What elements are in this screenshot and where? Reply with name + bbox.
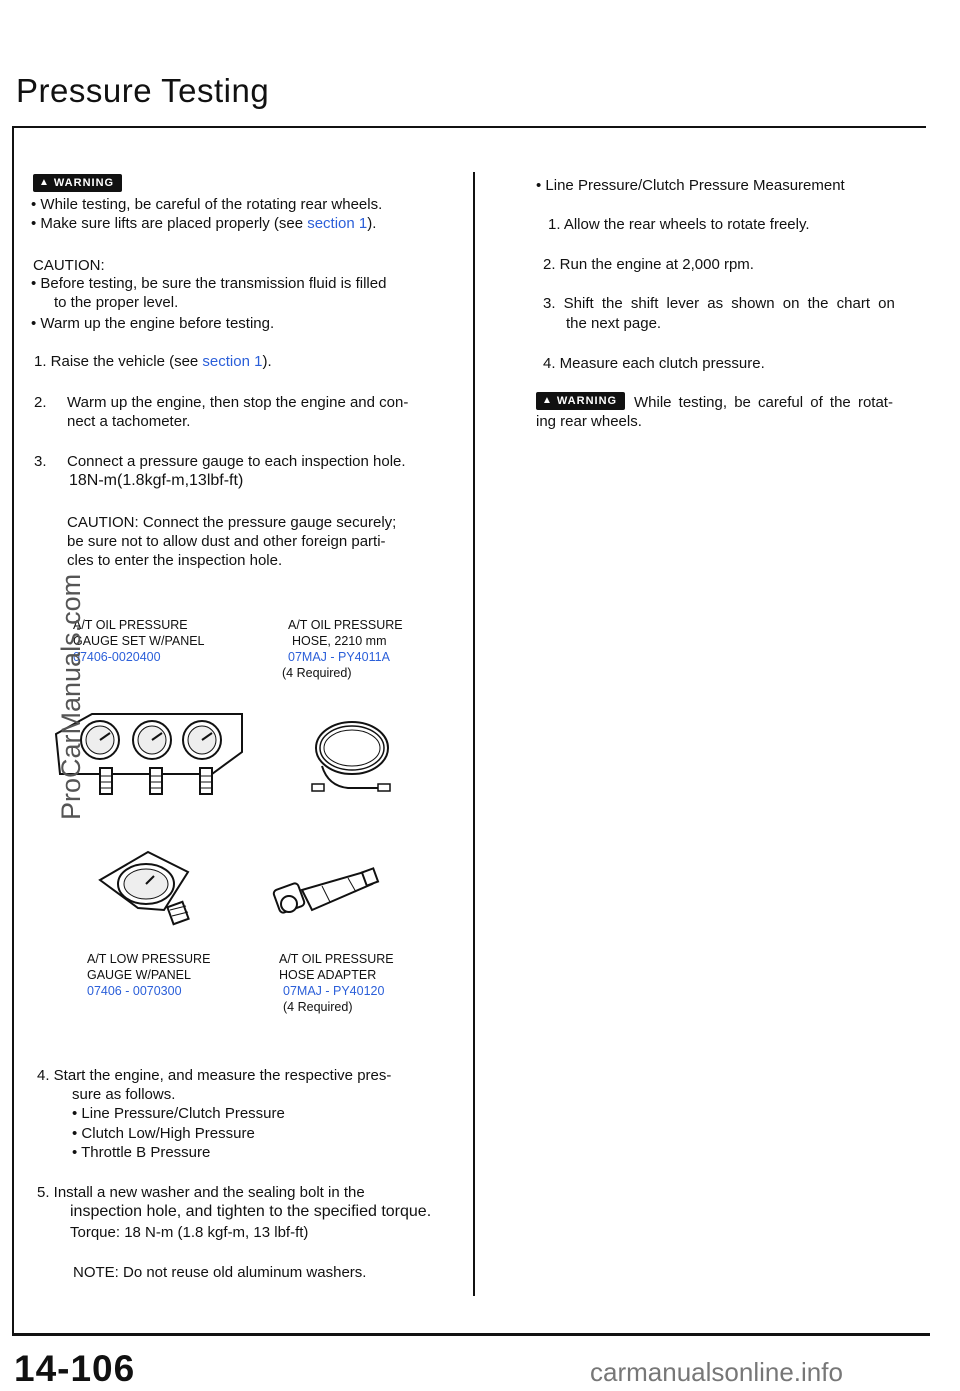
page-number: 14-106 xyxy=(14,1348,136,1389)
caution-heading: CAUTION: xyxy=(33,257,105,274)
caution3-line-a: CAUTION: Connect the pressure gauge securely; xyxy=(67,514,397,531)
tool-1-label: A/T OIL PRESSURE GAUGE SET W/PANEL 07406-0020400 xyxy=(73,618,205,664)
right-warning-line-a: While testing, be careful of the rotat- xyxy=(634,394,893,411)
torque-callout: 18N-m(1.8kgf-m,13lbf-ft) xyxy=(69,472,244,489)
warning-triangle-icon: ▲ xyxy=(39,177,50,188)
step-1: 1. Raise the vehicle (see section 1). xyxy=(34,353,272,370)
hose-adapter-illustration xyxy=(272,868,382,928)
caution-line-1a: • Before testing, be sure the transmission fluid is filled xyxy=(31,275,387,292)
tool-2-label: A/T OIL PRESSURE HOSE, 2210 mm 07MAJ - PY4011A (4 Required) xyxy=(282,618,403,680)
tool-4-label: A/T OIL PRESSURE HOSE ADAPTER 07MAJ - PY40120 (4 Required) xyxy=(279,952,394,1014)
page-title: Pressure Testing xyxy=(16,72,270,109)
step-3-text: Connect a pressure gauge to each inspection hole. xyxy=(67,453,406,470)
step-4-item-3: • Throttle B Pressure xyxy=(72,1144,211,1161)
step-2-number: 2. xyxy=(34,394,47,411)
warning-bullet-2: • Make sure lifts are placed properly (see section 1). xyxy=(31,215,377,232)
section-link[interactable]: section 1 xyxy=(307,215,368,232)
right-step-1: 1. Allow the rear wheels to rotate freely. xyxy=(548,216,810,233)
step-5-torque: Torque: 18 N-m (1.8 kgf-m, 13 lbf-ft) xyxy=(70,1224,309,1241)
caution3-line-c: cles to enter the inspection hole. xyxy=(67,552,283,569)
step1-section-link[interactable]: section 1 xyxy=(202,353,263,370)
step-2-line-b: nect a tachometer. xyxy=(67,413,191,430)
caution-line-2: • Warm up the engine before testing. xyxy=(31,315,275,332)
right-warning-triangle-icon: ▲ xyxy=(542,395,553,406)
right-step-3a: 3. Shift the shift lever as shown on the chart on xyxy=(543,295,895,312)
step-2-line-a: Warm up the engine, then stop the engine and con- xyxy=(67,394,409,411)
side-watermark: ProCarManuals.com xyxy=(56,573,86,820)
warning-badge: ▲ WARNING xyxy=(33,172,122,192)
tool-3-label: A/T LOW PRESSURE GAUGE W/PANEL 07406 - 0070300 xyxy=(87,952,211,998)
left-rule xyxy=(12,128,14,1334)
note: NOTE: Do not reuse old aluminum washers. xyxy=(73,1264,367,1281)
right-heading: • Line Pressure/Clutch Pressure Measurement xyxy=(536,177,845,194)
warning-bullet-1: • While testing, be careful of the rotating rear wheels. xyxy=(31,196,383,213)
right-step-3b: the next page. xyxy=(566,315,662,332)
step-4-line-a: 4. Start the engine, and measure the respective pres- xyxy=(37,1067,392,1084)
caution-line-1b: to the proper level. xyxy=(54,294,179,311)
top-rule xyxy=(12,126,926,128)
right-warning-badge: ▲ WARNING xyxy=(536,390,625,410)
bottom-rule xyxy=(12,1333,930,1336)
step-4-item-1: • Line Pressure/Clutch Pressure xyxy=(72,1105,285,1122)
caution3-line-b: be sure not to allow dust and other foreign parti- xyxy=(67,533,386,550)
step-4-item-2: • Clutch Low/High Pressure xyxy=(72,1125,255,1142)
right-step-4: 4. Measure each clutch pressure. xyxy=(543,355,765,372)
bottom-watermark: carmanualsonline.info xyxy=(590,1357,843,1387)
hose-illustration xyxy=(308,718,398,798)
step-3-number: 3. xyxy=(34,453,47,470)
low-pressure-gauge-illustration xyxy=(98,850,208,930)
step-5-line-a: 5. Install a new washer and the sealing bolt in the xyxy=(37,1184,365,1201)
step-4-line-b: sure as follows. xyxy=(72,1086,176,1103)
right-step-2: 2. Run the engine at 2,000 rpm. xyxy=(543,256,754,273)
right-warning-line-b: ing rear wheels. xyxy=(536,413,642,430)
step-5-line-b: inspection hole, and tighten to the specified torque. xyxy=(70,1203,432,1220)
column-divider xyxy=(473,172,475,1296)
